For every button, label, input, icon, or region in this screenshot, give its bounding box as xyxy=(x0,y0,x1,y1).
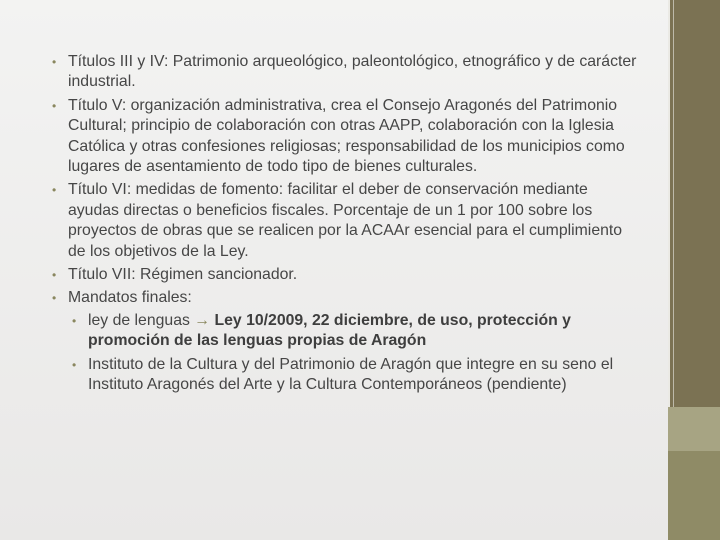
side-bar-accent-block xyxy=(668,407,720,451)
sub-bullet-text: Instituto de la Cultura y del Patrimonio de Aragón que integre en su seno el Instituto Aragonés del Arte y la Cultura Contemporáneos (pendiente) xyxy=(88,355,614,394)
sub-list-item xyxy=(68,311,637,352)
slide-body xyxy=(52,52,637,399)
bullet-text: Título VI: medidas de fomento: facilitar el deber de conservación mediante ayudas directas o beneficios fiscales. Porcentaje de un 1 por 100 sobre los proyectos de obras que se realicen por la ACAAr esencial para el cumplimiento de los objetivos de la Ley. xyxy=(68,181,623,260)
side-bar-accent-block xyxy=(668,451,720,540)
arrow-right-icon: → xyxy=(194,311,211,329)
sub-list-item xyxy=(68,355,637,396)
list-item xyxy=(52,180,637,262)
sub-bullet-list xyxy=(68,311,637,396)
bullet-icon: • xyxy=(52,268,57,283)
bullet-icon: • xyxy=(52,291,57,306)
bullet-text: Mandatos finales: xyxy=(68,289,192,307)
bullet-icon: • xyxy=(72,357,77,372)
bullet-list xyxy=(52,52,637,396)
bullet-text: Títulos III y IV: Patrimonio arqueológico, paleontológico, etnográfico y de carácter industrial. xyxy=(68,53,637,91)
bullet-icon: • xyxy=(52,98,57,113)
bullet-icon: • xyxy=(52,55,57,69)
list-item xyxy=(52,96,637,178)
sub-bullet-prefix: ley de lenguas xyxy=(88,311,190,329)
bullet-icon: • xyxy=(72,313,77,328)
list-item xyxy=(52,265,637,285)
decorative-side-bar xyxy=(668,0,720,540)
law-reference: Ley 10/2009, 22 diciembre, de uso, protección y promoción de las lenguas propias de Aragón xyxy=(88,311,571,350)
bullet-text: Título V: organización administrativa, crea el Consejo Aragonés del Patrimonio Cultural; principio de colaboración con otras AAPP, colaboración con la Iglesia Católica y otras confesiones religiosas; responsabilidad de los municipios como lugares de asentamiento de todo tipo de bienes culturales. xyxy=(68,96,625,176)
bullet-icon: • xyxy=(52,183,57,198)
list-item xyxy=(52,52,637,93)
bullet-text: Título VII: Régimen sancionador. xyxy=(68,266,298,284)
list-item xyxy=(52,288,637,395)
